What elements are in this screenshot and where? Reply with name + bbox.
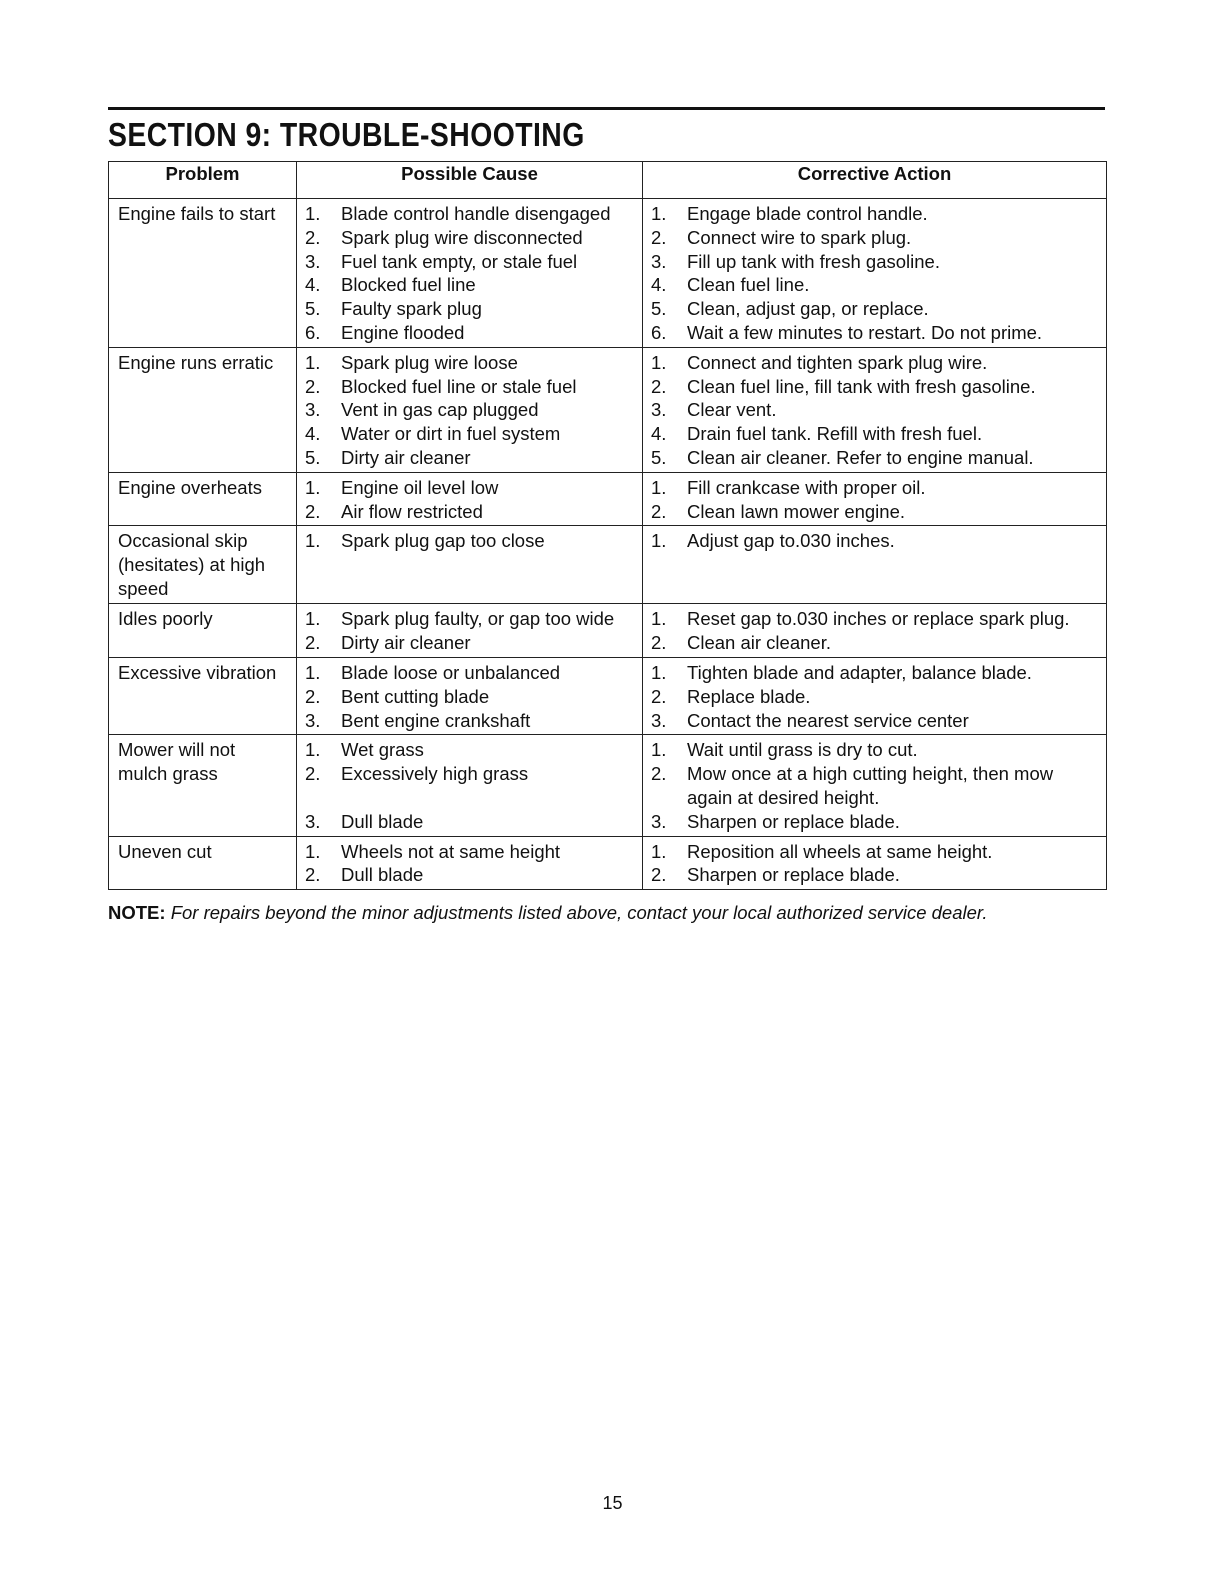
cause-text: Faulty spark plug [341,298,482,320]
action-text: Reposition all wheels at same height. [687,840,993,862]
note-label: NOTE: [108,902,166,923]
cause-item [305,661,634,685]
action-text: Clean air cleaner. [687,632,831,654]
cause-item [305,476,634,500]
cause-text: Wet grass [341,739,424,761]
cause-text: Bent cutting blade [341,685,490,707]
action-item [651,762,1098,810]
cause-text: Blade control handle disengaged [341,203,611,224]
action-number: 2. [651,500,667,522]
cause-text: Blocked fuel line [341,274,476,296]
action-text: Wait a few minutes to restart. Do not prime. [687,321,1043,343]
action-number: 1. [651,351,667,373]
table-row [109,472,1107,526]
header-possible-cause: Possible Cause [297,162,643,199]
action-number: 2. [651,685,667,707]
action-text: Fill crankcase with proper oil. [687,476,926,498]
action-cell [643,199,1107,348]
action-text: Clear vent. [687,399,777,421]
action-item [651,810,1098,834]
action-item [651,422,1098,446]
cause-item [305,607,634,631]
table-row [109,199,1107,348]
action-item [651,661,1098,685]
action-item [651,398,1098,422]
action-item [651,607,1098,631]
cause-text: Dirty air cleaner [341,632,471,654]
action-cell [643,347,1107,472]
action-text: Clean air cleaner. Refer to engine manual. [687,446,1034,468]
problem-cell: Engine runs erratic [109,347,297,472]
action-cell [643,735,1107,836]
cause-item [305,273,634,297]
action-number: 1. [651,203,667,224]
page-number: 15 [602,1493,623,1513]
cause-text: Air flow restricted [341,500,483,522]
action-item [651,202,1098,226]
action-number: 1. [651,530,667,552]
cause-cell [297,472,643,526]
cause-number: 3. [305,250,321,272]
action-item [651,351,1098,375]
cause-text: Excessively high grass [341,763,529,785]
header-corrective-action: Corrective Action [643,162,1107,199]
cause-item [305,685,634,709]
action-number: 3. [651,250,667,272]
problem-cell: Excessive vibration [109,657,297,734]
cause-number: 2. [305,375,321,397]
cause-cell [297,604,643,658]
action-text: Drain fuel tank. Refill with fresh fuel. [687,423,983,445]
action-item [651,709,1098,733]
action-text: Sharpen or replace blade. [687,810,900,832]
action-text: Clean, adjust gap, or replace. [687,298,929,320]
action-text: Reset gap to.030 inches or replace spark plug. [687,608,1070,630]
cause-number: 4. [305,274,321,296]
action-item [651,863,1098,887]
cause-text: Vent in gas cap plugged [341,399,539,421]
cause-item [305,738,634,762]
note [108,902,988,924]
cause-item [305,529,634,553]
cause-item [305,226,634,250]
cause-number: 6. [305,321,321,343]
action-item [651,250,1098,274]
action-number: 5. [651,298,667,320]
problem-cell: Engine fails to start [109,199,297,348]
action-text: Adjust gap to.030 inches. [687,530,895,552]
cause-text: Wheels not at same height [341,840,561,862]
cause-number: 2. [305,685,321,707]
cause-item [305,500,634,524]
cause-text: Dirty air cleaner [341,446,471,468]
action-text: Fill up tank with fresh gasoline. [687,250,940,272]
action-cell [643,526,1107,604]
action-text: Clean fuel line, fill tank with fresh gasoline. [687,375,1036,397]
problem-cell: Occasional skip (hesitates) at high speed [109,526,297,604]
cause-number: 1. [305,351,321,373]
cause-text: Bent engine crankshaft [341,709,531,731]
cause-number: 3. [305,399,321,421]
cause-number: 3. [305,709,321,731]
problem-cell: Idles poorly [109,604,297,658]
action-number: 3. [651,399,667,421]
cause-text: Spark plug wire disconnected [341,226,583,248]
note-text: For repairs beyond the minor adjustments listed above, contact your local authorized service dealer. [170,902,988,923]
action-number: 1. [651,661,667,683]
action-text: Mow once at a high cutting height, then mow again at desired height. [687,763,1054,808]
cause-cell [297,526,643,604]
cause-number: 1. [305,840,321,862]
action-item [651,297,1098,321]
cause-text: Spark plug faulty, or gap too wide [341,608,615,630]
action-number: 1. [651,608,667,630]
action-number: 4. [651,423,667,445]
action-item [651,840,1098,864]
action-cell [643,836,1107,890]
cause-number: 1. [305,530,321,552]
action-item [651,738,1098,762]
action-text: Replace blade. [687,685,811,707]
cause-item [305,840,634,864]
cause-number: 1. [305,476,321,498]
table-row [109,526,1107,604]
action-item [651,375,1098,399]
cause-number: 2. [305,864,321,886]
action-item [651,446,1098,470]
cause-number: 5. [305,446,321,468]
action-cell [643,472,1107,526]
action-text: Wait until grass is dry to cut. [687,739,918,761]
cause-item [305,810,634,834]
cause-number: 1. [305,661,321,683]
action-text: Tighten blade and adapter, balance blade. [687,661,1032,683]
cause-number: 5. [305,298,321,320]
cause-item [305,863,634,887]
action-number: 1. [651,739,667,761]
table-row [109,836,1107,890]
action-cell [643,604,1107,658]
table-row [109,657,1107,734]
action-number: 2. [651,375,667,397]
cause-cell [297,836,643,890]
cause-cell [297,735,643,836]
section-rule [108,107,1105,110]
section-title: SECTION 9: TROUBLE-SHOOTING [108,116,585,153]
action-text: Clean fuel line. [687,274,810,296]
action-cell [643,657,1107,734]
troubleshooting-table [108,161,1107,890]
cause-number: 1. [305,608,321,630]
cause-item [305,422,634,446]
problem-cell: Uneven cut [109,836,297,890]
cause-number: 2. [305,632,321,654]
action-text: Connect and tighten spark plug wire. [687,351,988,373]
action-number: 1. [651,476,667,498]
action-number: 2. [651,632,667,654]
action-text: Engage blade control handle. [687,203,928,224]
action-item [651,631,1098,655]
cause-cell [297,347,643,472]
cause-text: Water or dirt in fuel system [341,423,561,445]
cause-text: Spark plug wire loose [341,351,518,373]
cause-text: Dull blade [341,810,424,832]
cause-text: Spark plug gap too close [341,530,545,552]
cause-item [305,709,634,733]
cause-text: Engine flooded [341,321,465,343]
action-item [651,500,1098,524]
cause-text: Blocked fuel line or stale fuel [341,375,577,397]
action-text: Sharpen or replace blade. [687,864,900,886]
action-number: 2. [651,763,667,785]
cause-item [305,202,634,226]
cause-item [305,321,634,345]
table-row [109,604,1107,658]
action-item [651,321,1098,345]
action-number: 1. [651,840,667,862]
cause-number: 2. [305,763,321,785]
cause-text: Dull blade [341,864,424,886]
cause-number: 1. [305,739,321,761]
action-item [651,226,1098,250]
cause-text: Fuel tank empty, or stale fuel [341,250,578,272]
header-problem: Problem [109,162,297,199]
action-item [651,529,1098,553]
action-number: 4. [651,274,667,296]
action-text: Connect wire to spark plug. [687,226,912,248]
cause-text: Engine oil level low [341,476,499,498]
action-item [651,685,1098,709]
cause-item [305,375,634,399]
action-item [651,476,1098,500]
action-text: Contact the nearest service center [687,709,969,731]
cause-number: 1. [305,203,321,224]
cause-number: 4. [305,423,321,445]
action-text: Clean lawn mower engine. [687,500,906,522]
action-number: 2. [651,864,667,886]
action-number: 3. [651,709,667,731]
problem-cell: Engine overheats [109,472,297,526]
action-number: 2. [651,226,667,248]
action-number: 5. [651,446,667,468]
action-number: 6. [651,321,667,343]
table-body [109,199,1107,890]
cause-item [305,398,634,422]
cause-item [305,250,634,274]
problem-cell: Mower will not mulch grass [109,735,297,836]
cause-item [305,446,634,470]
action-item [651,273,1098,297]
cause-cell [297,199,643,348]
cause-text: Blade loose or unbalanced [341,661,561,683]
cause-number: 3. [305,810,321,832]
table-row [109,347,1107,472]
table-row [109,735,1107,836]
table-header-row [109,162,1107,199]
cause-item [305,351,634,375]
cause-item [305,297,634,321]
cause-item [305,631,634,655]
action-number: 3. [651,810,667,832]
cause-number: 2. [305,500,321,522]
cause-item [305,762,634,786]
cause-cell [297,657,643,734]
cause-number: 2. [305,226,321,248]
